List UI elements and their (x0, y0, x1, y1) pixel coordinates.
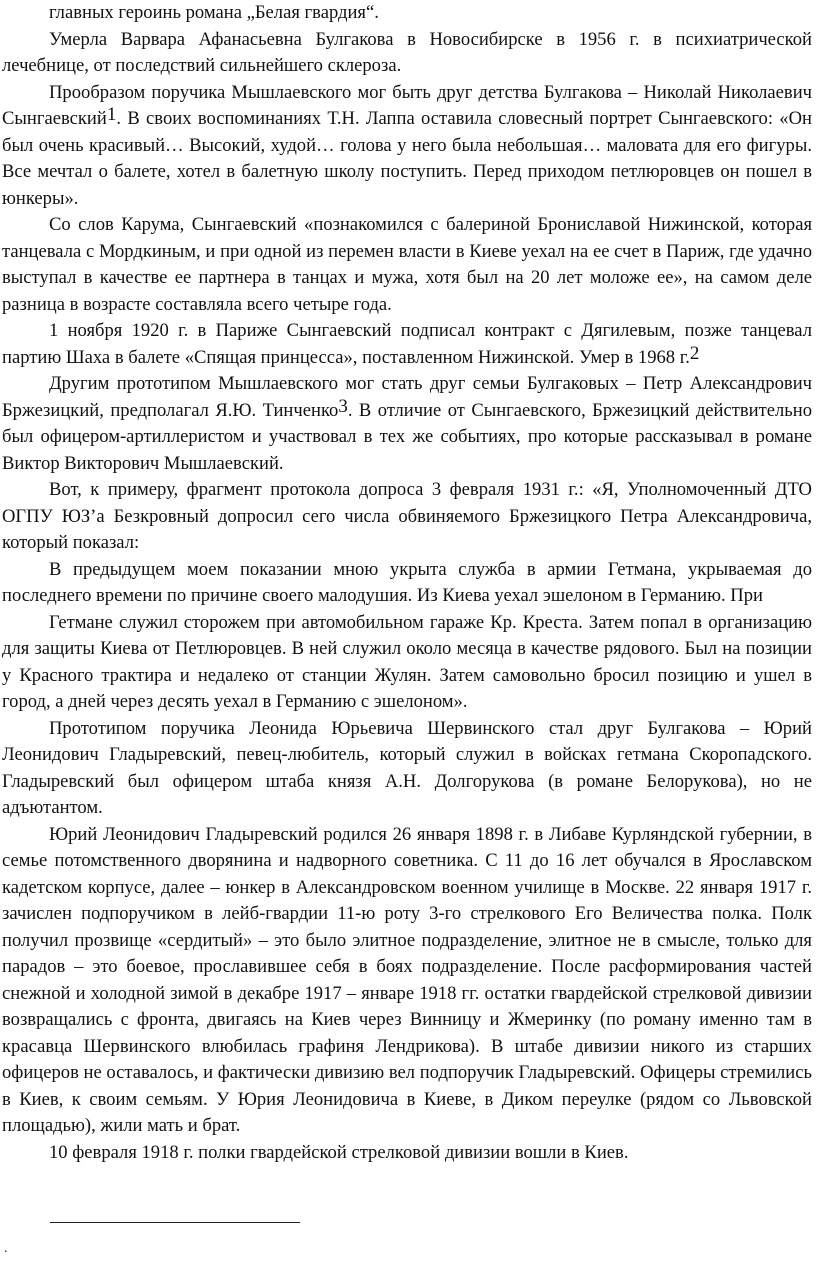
paragraph-text: 10 февраля 1918 г. полки гвардейской стрелковой дивизии вошли в Киев. (49, 1141, 629, 1163)
paragraph-text: Со слов Карума, Сынгаевский «познакомился с балериной Брониславой Нижинской, которая танцевала с Мордкиным, и при одной из перемен власти в Киеве уехал на ее счет в Париж, где удачно выступал в качестве ее партнера в танцах и мужа, хотя был на 20 лет моложе ее», на самом деле разница в возрасте составляла всего четыре года. (2, 214, 812, 315)
footnote-divider (50, 1222, 300, 1223)
paragraph-text: Другим прототипом Мышлаевского мог стать друг семьи Булгаковых – Петр Александрович Бржезицкий, предполагал Я.Ю. Тинченко (2, 373, 812, 421)
paragraph-text: . В своих воспоминаниях Т.Н. Лаппа оставила словесный портрет Сынгаевского: «Он был очень красивый… Высокий, худой… голова у него была небольшая… маловата для его фигуры. Все мечтал о балете, хотел в балетную школу поступить. Перед приходом петлюровцев он пошел в юнкеры». (2, 108, 812, 209)
paragraph-8 (2, 610, 812, 716)
paragraph-1 (2, 27, 812, 80)
footnote-ref[interactable]: 1 (106, 104, 117, 125)
paragraph-text: главных героинь романа „Белая гвардия“. (49, 2, 379, 23)
paragraph-text: 1 ноября 1920 г. в Париже Сынгаевский подписал контракт с Дягилевым, позже танцевал партию Шаха в балете «Спящая принцесса», поставленном Нижинской. Умер в 1968 г. (2, 320, 812, 368)
paragraph-text: . В отличие от Сынгаевского, Бржезицкий действительно был офицером-артиллеристом и участвовал в тех же событиях, про которые рассказывал в романе Виктор Викторович Мышлаевский. (2, 399, 812, 474)
paragraph-11 (2, 1140, 812, 1167)
paragraph-9 (2, 716, 812, 822)
footnote-mark: . (4, 1241, 8, 1256)
paragraph-10 (2, 822, 812, 1140)
paragraph-text: Вот, к примеру, фрагмент протокола допроса 3 февраля 1931 г.: «Я, Уполномоченный ДТО ОГПУ ЮЗ’а Безкровный допросил сего числа обвиняемого Бржезицкого Петра Александровича, который показал: (2, 479, 812, 553)
paragraph-6 (2, 477, 812, 557)
paragraph-text: Умерла Варвара Афанасьевна Булгакова в Новосибирске в 1956 г. в психиатрической лечебнице, от последствий сильнейшего склероза. (2, 28, 812, 76)
paragraph-4 (2, 318, 812, 371)
paragraph-text: Прообразом поручика Мышлаевского мог быть друг детства Булгакова – Николай Николаевич Сынгаевский (2, 81, 812, 129)
paragraph-3 (2, 212, 812, 318)
paragraph-7 (2, 557, 812, 610)
paragraph-0 (2, 0, 812, 27)
paragraph-text: Юрий Леонидович Гладыревский родился 26 января 1898 г. в Либаве Курляндской губернии, в семье потомственного дворянина и надворного советника. С 11 до 16 лет обучался в Ярославском кадетском корпусе, далее – юнкер в Александровском военном училище в Москве. 22 января 1917 г. зачислен подпоручиком в лейб-гвардии 11-ю роту 3-го стрелкового Его Величества полка. Полк получил прозвище «сердитый» – это было элитное подразделение, элитное не в смысле, только для парадов – это боевое, прославившее себя в боях подразделение. После расформирования частей снежной и холодной зимой в декабре 1917 – январе 1918 гг. остатки гвардейской стрелковой дивизии возвращались с фронта, двигаясь на Киев через Винницу и Жмеринку (по роману именно там в красавца Шервинского влюбилась графиня Лендрикова). В штабе дивизии никого из старших офицеров не оставалось, и фактически дивизию вел подпоручик Гладыревский. Офицеры стремились в Киев, к своим семьям. У Юрия Леонидовича в Киеве, в Диком переулке (рядом со Львовской площадью), жили мать и брат. (2, 823, 812, 1136)
paragraph-2 (2, 80, 812, 213)
paragraph-text: В предыдущем моем показании мною укрыта служба в армии Гетмана, укрываемая до последнего времени по причине своего малодушия. Из Киева уехал эшелоном в Германию. При (2, 558, 812, 606)
footnote-ref[interactable]: 3 (338, 395, 348, 417)
paragraph-text: Гетмане служил сторожем при автомобильном гараже Кр. Креста. Затем попал в организацию для защиты Киева от Петлюровцев. В ней служил около месяца в качестве рядового. Был на позиции у Красного трактира и недалеко от станции Жулян. Затем самовольно бросил позицию и ушел в город, а дней через десять уехал в Германию с эшелоном». (2, 611, 812, 712)
paragraph-text: Прототипом поручика Леонида Юрьевича Шервинского стал друг Булгакова – Юрий Леонидович Гладыревский, певец-любитель, который служил в войсках гетмана Скоропадского. Гладыревский был офицером штаба князя А.Н. Долгорукова (в романе Белорукова), но не адъютантом. (2, 717, 812, 818)
footnote-ref[interactable]: 2 (689, 342, 700, 364)
paragraph-5 (2, 371, 812, 477)
